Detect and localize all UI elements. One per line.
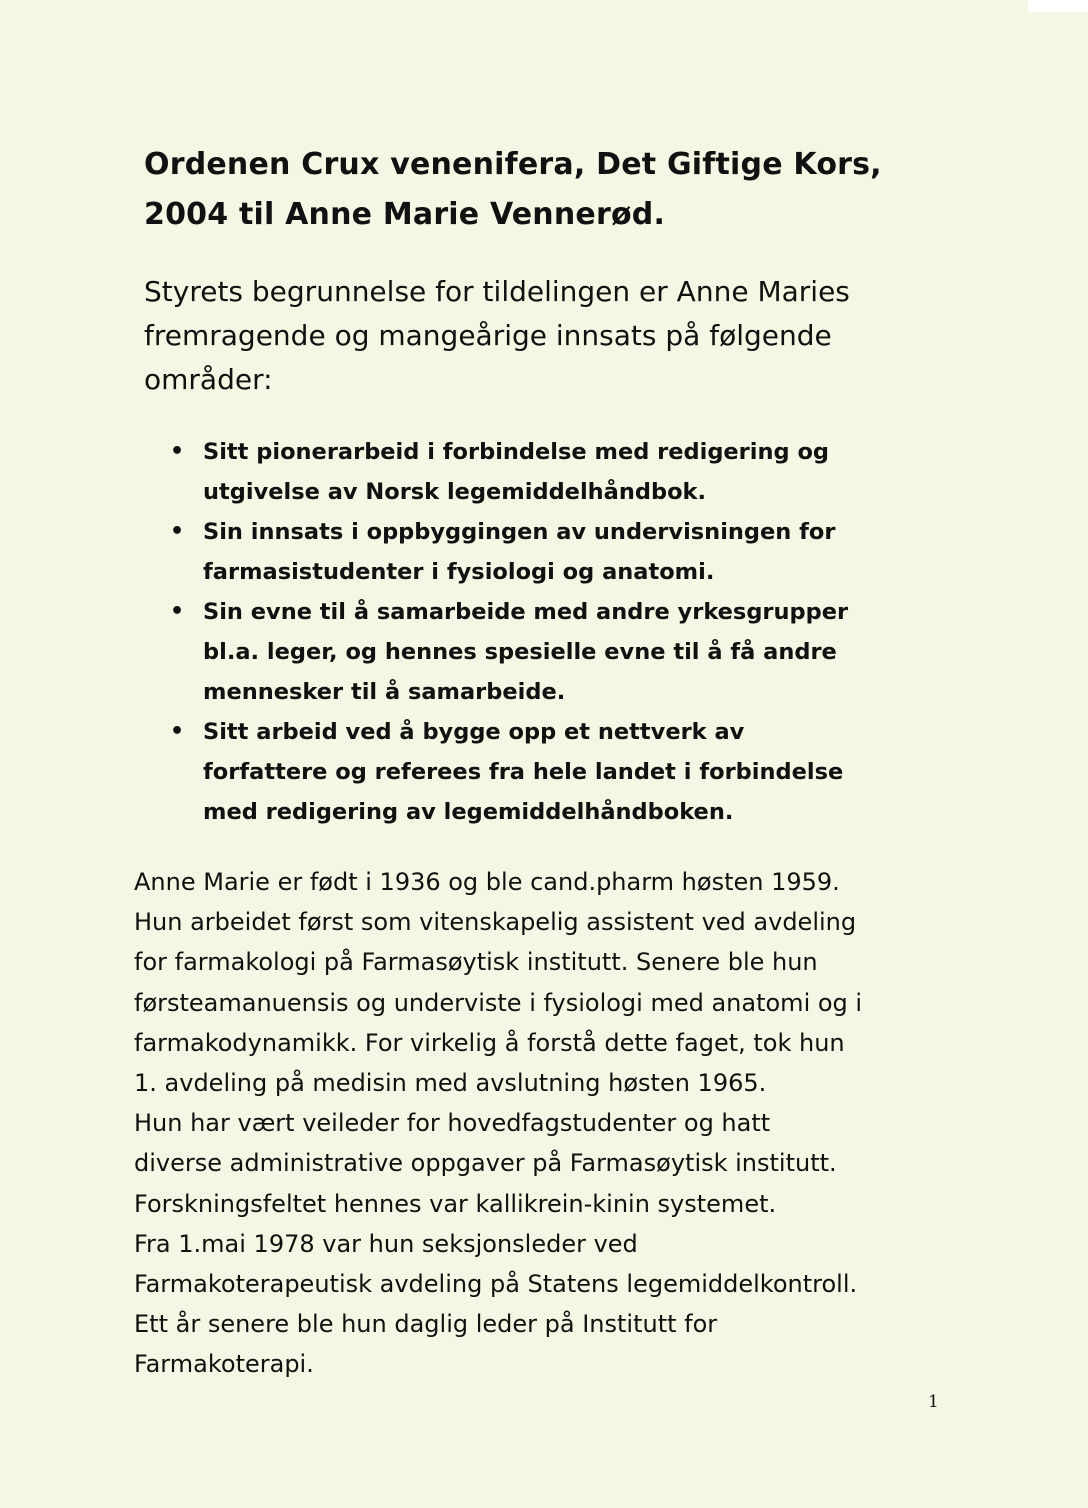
intro-paragraph (144, 270, 934, 402)
intro-line: områder: (144, 363, 273, 396)
body-line: 1. avdeling på medisin med avslutning høsten 1965. (134, 1069, 767, 1098)
bullet-icon: • (170, 519, 185, 544)
list-item (170, 712, 930, 832)
body-line: Farmakoterapi. (134, 1350, 314, 1379)
list-item-line: mennesker til å samarbeide. (203, 679, 566, 705)
body-line: for farmakologi på Farmasøytisk institutt. Senere ble hun (134, 948, 818, 977)
intro-line: Styrets begrunnelse for tildelingen er Anne Maries (144, 275, 850, 308)
list-item (170, 432, 930, 512)
scan-edge (1028, 0, 1088, 12)
body-line: diverse administrative oppgaver på Farmasøytisk institutt. (134, 1149, 837, 1178)
biography-paragraph (134, 862, 934, 1385)
body-line: Ett år senere ble hun daglig leder på Institutt for (134, 1310, 718, 1339)
list-item-line: farmasistudenter i fysiologi og anatomi. (203, 559, 715, 585)
body-line: farmakodynamikk. For virkelig å forstå dette faget, tok hun (134, 1028, 845, 1057)
list-item (170, 512, 930, 592)
bullet-icon: • (170, 439, 185, 464)
list-item-line: utgivelse av Norsk legemiddelhåndbok. (203, 479, 707, 505)
list-item-line: forfattere og referees fra hele landet i forbindelse (203, 759, 844, 785)
list-item-line: Sitt pionerarbeid i forbindelse med redigering og (203, 439, 830, 465)
body-line: Farmakoterapeutisk avdeling på Statens legemiddelkontroll. (134, 1270, 858, 1299)
document-title (144, 140, 944, 240)
bullet-icon: • (170, 599, 185, 624)
body-line: Hun arbeidet først som vitenskapelig assistent ved avdeling (134, 908, 857, 937)
merit-list (170, 432, 930, 832)
intro-line: fremragende og mangeårige innsats på følgende (144, 319, 832, 352)
title-line: Ordenen Crux venenifera, Det Giftige Kors, (144, 147, 882, 182)
title-line: 2004 til Anne Marie Vennerød. (144, 197, 666, 232)
body-line: Anne Marie er født i 1936 og ble cand.pharm høsten 1959. (134, 868, 840, 896)
body-line: Hun har vært veileder for hovedfagstudenter og hatt (134, 1109, 771, 1138)
list-item-line: Sin evne til å samarbeide med andre yrkesgrupper (203, 599, 849, 625)
body-line: Fra 1.mai 1978 var hun seksjonsleder ved (134, 1229, 638, 1258)
list-item-line: med redigering av legemiddelhåndboken. (203, 799, 734, 825)
body-line: førsteamanuensis og underviste i fysiologi med anatomi og i (134, 988, 863, 1017)
bullet-icon: • (170, 719, 185, 744)
list-item-line: Sitt arbeid ved å bygge opp et nettverk av (203, 719, 745, 745)
list-item (170, 592, 930, 712)
list-item-line: Sin innsats i oppbyggingen av undervisningen for (203, 519, 836, 545)
list-item-line: bl.a. leger, og hennes spesielle evne til å få andre (203, 639, 837, 665)
body-line: Forskningsfeltet hennes var kallikrein-kinin systemet. (134, 1189, 777, 1218)
page-number: 1 (928, 1392, 939, 1412)
